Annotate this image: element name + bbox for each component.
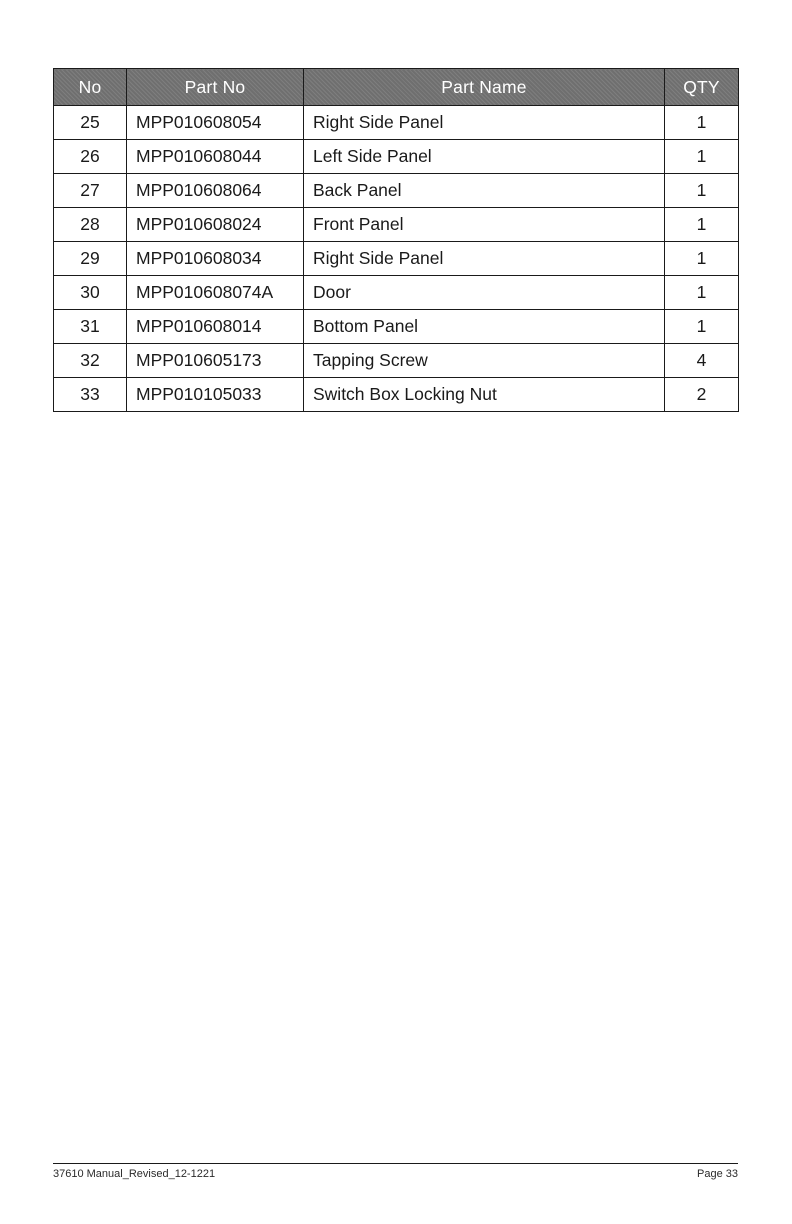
table-row bbox=[54, 242, 739, 276]
cell-qty: 1 bbox=[665, 276, 739, 310]
header-qty: QTY bbox=[665, 69, 739, 106]
cell-part-no: MPP010608054 bbox=[127, 106, 304, 140]
cell-no: 31 bbox=[54, 310, 127, 344]
header-no: No bbox=[54, 69, 127, 106]
cell-no: 32 bbox=[54, 344, 127, 378]
cell-part-no: MPP010608024 bbox=[127, 208, 304, 242]
cell-part-no: MPP010608064 bbox=[127, 174, 304, 208]
cell-part-name: Back Panel bbox=[304, 174, 665, 208]
footer-document-name: 37610 Manual_Revised_12-1221 bbox=[53, 1168, 216, 1180]
cell-qty: 1 bbox=[665, 174, 739, 208]
table-row bbox=[54, 344, 739, 378]
cell-no: 29 bbox=[54, 242, 127, 276]
table-row bbox=[54, 378, 739, 412]
cell-part-name: Left Side Panel bbox=[304, 140, 665, 174]
cell-part-no: MPP010105033 bbox=[127, 378, 304, 412]
cell-part-name: Switch Box Locking Nut bbox=[304, 378, 665, 412]
cell-qty: 2 bbox=[665, 378, 739, 412]
header-part-name: Part Name bbox=[304, 69, 665, 106]
page-footer bbox=[53, 1163, 738, 1180]
cell-no: 27 bbox=[54, 174, 127, 208]
table-header bbox=[54, 69, 739, 106]
cell-part-no: MPP010605173 bbox=[127, 344, 304, 378]
cell-qty: 1 bbox=[665, 106, 739, 140]
cell-part-no: MPP010608014 bbox=[127, 310, 304, 344]
cell-qty: 1 bbox=[665, 140, 739, 174]
cell-part-name: Bottom Panel bbox=[304, 310, 665, 344]
cell-part-name: Front Panel bbox=[304, 208, 665, 242]
footer-page-number: Page 33 bbox=[697, 1168, 738, 1180]
table-row bbox=[54, 310, 739, 344]
cell-no: 28 bbox=[54, 208, 127, 242]
table-row bbox=[54, 106, 739, 140]
cell-qty: 1 bbox=[665, 242, 739, 276]
cell-no: 30 bbox=[54, 276, 127, 310]
table-row bbox=[54, 174, 739, 208]
table-row bbox=[54, 276, 739, 310]
cell-part-name: Tapping Screw bbox=[304, 344, 665, 378]
table-row bbox=[54, 208, 739, 242]
cell-part-no: MPP010608034 bbox=[127, 242, 304, 276]
cell-part-name: Door bbox=[304, 276, 665, 310]
cell-qty: 4 bbox=[665, 344, 739, 378]
cell-no: 33 bbox=[54, 378, 127, 412]
table-row bbox=[54, 140, 739, 174]
table-body bbox=[54, 106, 739, 412]
cell-no: 26 bbox=[54, 140, 127, 174]
cell-part-no: MPP010608044 bbox=[127, 140, 304, 174]
cell-qty: 1 bbox=[665, 208, 739, 242]
cell-qty: 1 bbox=[665, 310, 739, 344]
cell-part-no: MPP010608074A bbox=[127, 276, 304, 310]
header-part-no: Part No bbox=[127, 69, 304, 106]
cell-no: 25 bbox=[54, 106, 127, 140]
parts-table bbox=[53, 68, 739, 412]
cell-part-name: Right Side Panel bbox=[304, 106, 665, 140]
cell-part-name: Right Side Panel bbox=[304, 242, 665, 276]
table-header-row bbox=[54, 69, 739, 106]
